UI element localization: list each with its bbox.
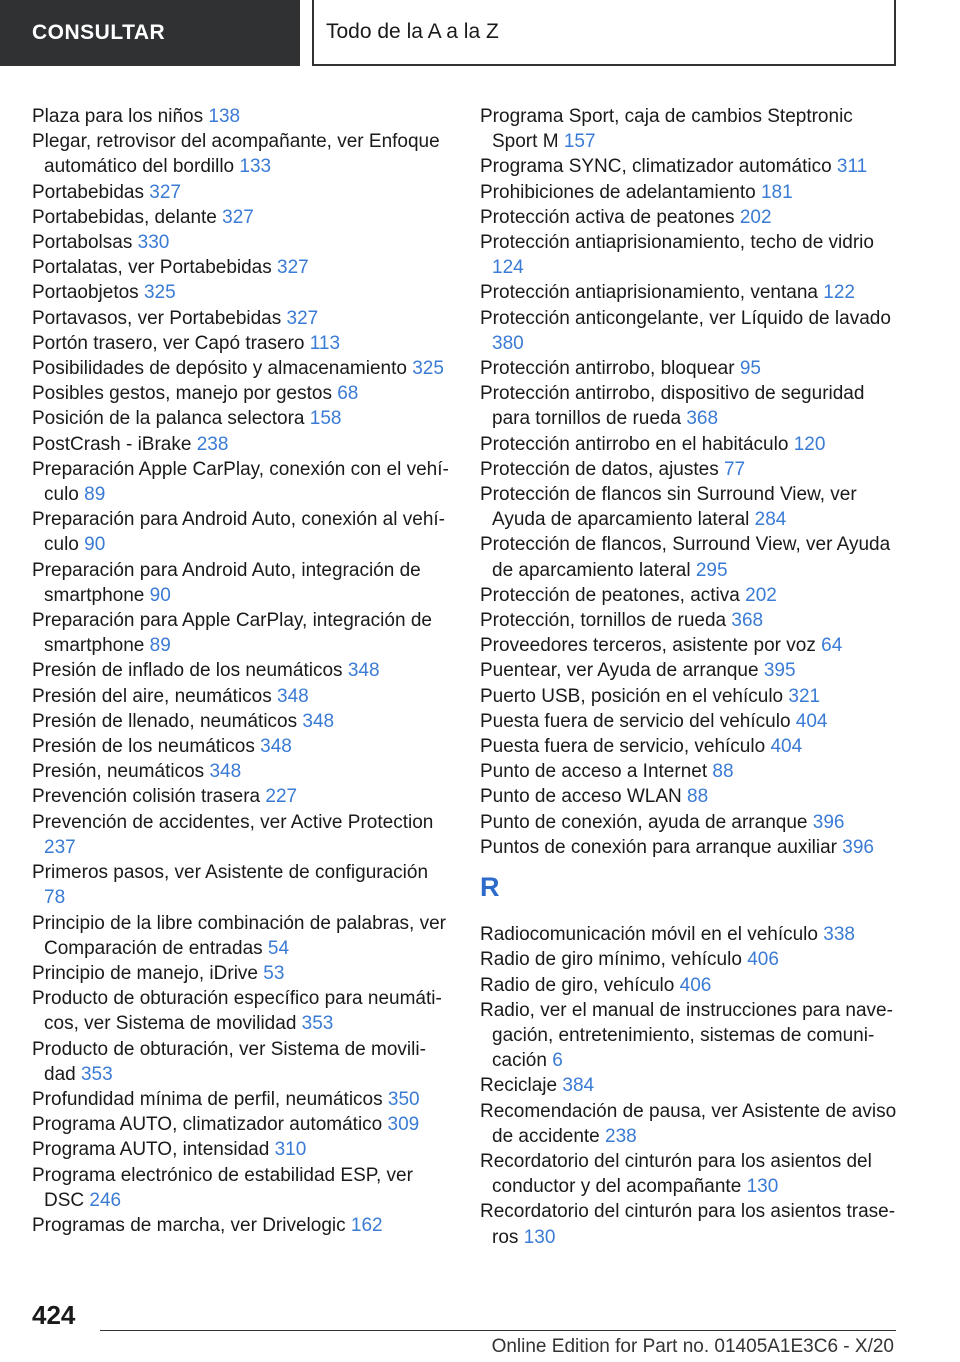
- index-column-left: [32, 104, 450, 1238]
- index-entry: [32, 180, 450, 205]
- entry-term: Punto de conexión, ayuda de arranque: [480, 811, 808, 833]
- entry-term: Radiocomunicación móvil en el vehículo: [480, 924, 818, 946]
- page-link[interactable]: 353: [80, 1063, 113, 1085]
- footer-divider: [100, 1330, 896, 1331]
- index-entry: [32, 331, 450, 356]
- index-entry: [480, 356, 900, 381]
- entry-term: Protección antirrobo en el habitáculo: [480, 433, 789, 455]
- index-entry: [480, 759, 900, 784]
- entry-term: Presión de inflado de los neumáticos: [32, 660, 343, 682]
- index-group-r: [480, 922, 900, 1250]
- page-link[interactable]: 53: [263, 962, 285, 984]
- page-link[interactable]: 120: [793, 433, 826, 455]
- page-link[interactable]: 404: [795, 710, 828, 732]
- page-link[interactable]: 353: [301, 1013, 334, 1035]
- index-entry: [32, 104, 450, 129]
- entry-term: Preparación para Android Auto, conexión al vehículo: [32, 509, 445, 556]
- entry-term: Radio, ver el manual de instrucciones para navegación, entretenimiento, sistemas de comunicación: [480, 999, 893, 1072]
- index-entry: [480, 154, 900, 179]
- index-entry: [480, 734, 900, 759]
- page-link[interactable]: 237: [44, 836, 76, 858]
- index-entry: [480, 633, 900, 658]
- index-entry: [32, 961, 450, 986]
- entry-term: Producto de obturación, ver Sistema de movilidad: [32, 1038, 426, 1085]
- entry-term: Preparación Apple CarPlay, conexión con el vehículo: [32, 458, 449, 506]
- page-link[interactable]: 309: [387, 1114, 420, 1136]
- entry-term: Preparación para Apple CarPlay, integración de smartphone: [32, 610, 432, 657]
- page-link[interactable]: 395: [763, 660, 796, 682]
- entry-term: Programa SYNC, climatizador automático: [480, 156, 832, 178]
- entry-term: Puntos de conexión para arranque auxiliar: [480, 836, 838, 858]
- page-link[interactable]: 368: [686, 408, 719, 430]
- index-entry: [32, 432, 450, 457]
- page-link[interactable]: 348: [302, 710, 335, 732]
- index-entry: [480, 432, 900, 457]
- index-entry: [480, 230, 900, 280]
- page-link[interactable]: 202: [745, 584, 777, 606]
- page-number: 424: [32, 1300, 76, 1330]
- entry-term: Portabolsas: [32, 232, 133, 254]
- index-entry: [480, 381, 900, 431]
- index-entry: [32, 406, 450, 431]
- entry-term: Programas de marcha, ver Drivelogic: [32, 1214, 346, 1236]
- page-link[interactable]: 284: [754, 509, 787, 531]
- index-entry: [32, 986, 450, 1036]
- index-entry: [480, 1199, 900, 1249]
- index-entry: [32, 306, 450, 331]
- index-entry: [32, 1087, 450, 1112]
- index-entry: [32, 810, 450, 860]
- page-link[interactable]: 133: [239, 156, 272, 178]
- entry-term: Puesta fuera de servicio del vehículo: [480, 710, 791, 732]
- entry-term: Portalatas, ver Portabebidas: [32, 257, 272, 279]
- entry-term: Prevención colisión trasera: [32, 786, 261, 808]
- page-link[interactable]: 396: [812, 811, 845, 833]
- entry-term: Punto de acceso a Internet: [480, 761, 708, 783]
- page-link[interactable]: 6: [552, 1050, 563, 1072]
- entry-term: Prohibiciones de adelantamiento: [480, 181, 756, 203]
- entry-term: Primeros pasos, ver Asistente de configuración: [32, 862, 429, 884]
- page-link[interactable]: 380: [492, 332, 524, 354]
- page-link[interactable]: 348: [209, 761, 242, 783]
- page-link[interactable]: 88: [687, 786, 709, 808]
- entry-term: Proveedores terceros, asistente por voz: [480, 635, 816, 657]
- entry-term: Principio de manejo, iDrive: [32, 962, 258, 984]
- page-link[interactable]: 295: [695, 559, 728, 581]
- entry-term: Puentear, ver Ayuda de arranque: [480, 660, 759, 682]
- index-entry: [480, 709, 900, 734]
- entry-term: Preparación para Android Auto, integración de smartphone: [32, 559, 421, 606]
- index-entry: [32, 784, 450, 809]
- entry-term: Portavasos, ver Portabebidas: [32, 307, 282, 329]
- page-link[interactable]: 68: [337, 383, 359, 405]
- index-entry: [480, 306, 900, 356]
- index-entry: [32, 230, 450, 255]
- index-column-right: [480, 104, 900, 1250]
- index-entry: [32, 658, 450, 683]
- page-link[interactable]: 311: [836, 156, 868, 178]
- page-link[interactable]: 77: [723, 458, 746, 480]
- page-link[interactable]: 113: [309, 332, 341, 354]
- index-entry: [480, 973, 900, 998]
- entry-term: Principio de la libre combinación de palabras, ver Comparación de entradas: [32, 912, 447, 959]
- entry-term: Protección de flancos sin Surround View, ver Ayuda de aparcamiento lateral: [480, 484, 857, 531]
- page-link[interactable]: 89: [84, 484, 106, 506]
- entry-term: Portabebidas, delante: [32, 206, 217, 228]
- entry-term: Puesta fuera de servicio, vehículo: [480, 736, 766, 758]
- index-entry: [480, 482, 900, 532]
- page-link[interactable]: 130: [523, 1226, 556, 1248]
- index-entry: [32, 608, 450, 658]
- index-entry: [32, 911, 450, 961]
- page-link[interactable]: 138: [208, 106, 241, 127]
- page-link[interactable]: 162: [350, 1214, 383, 1236]
- entry-term: Protección antirrobo, bloquear: [480, 358, 735, 380]
- page-link[interactable]: 227: [265, 786, 298, 808]
- index-entry: [480, 922, 900, 947]
- index-entry: [480, 583, 900, 608]
- page-link[interactable]: 325: [143, 282, 176, 304]
- page-link[interactable]: 321: [788, 685, 821, 707]
- entry-term: Punto de acceso WLAN: [480, 786, 682, 808]
- index-entry: [32, 1213, 450, 1238]
- entry-term: Presión, neumáticos: [32, 761, 205, 783]
- page-link[interactable]: 384: [562, 1075, 595, 1097]
- page-link[interactable]: 158: [309, 408, 342, 430]
- page-link[interactable]: 404: [770, 736, 803, 758]
- page-link[interactable]: 327: [277, 257, 309, 279]
- index-entry: [32, 1112, 450, 1137]
- page-link[interactable]: 157: [563, 131, 596, 153]
- entry-term: Plegar, retrovisor del acompañante, ver Enfoque automático del bordillo: [32, 131, 440, 178]
- index-entry: [32, 205, 450, 230]
- entry-term: Portón trasero, ver Capó trasero: [32, 332, 305, 354]
- page-link[interactable]: 348: [260, 736, 292, 758]
- section-tab[interactable]: CONSULTAR: [0, 0, 300, 66]
- entry-term: Puerto USB, posición en el vehículo: [480, 685, 784, 707]
- index-entry: [480, 947, 900, 972]
- page-link[interactable]: 406: [679, 974, 712, 996]
- page-link[interactable]: 95: [739, 358, 761, 380]
- entry-term: Radio de giro mínimo, vehículo: [480, 949, 742, 971]
- page-link[interactable]: 327: [149, 181, 181, 203]
- index-entry: [32, 759, 450, 784]
- page-link[interactable]: 90: [149, 584, 171, 606]
- page-link[interactable]: 238: [196, 433, 229, 455]
- index-entry: [32, 1037, 450, 1087]
- index-entry: [480, 457, 900, 482]
- index-entry: [480, 784, 900, 809]
- entry-term: Protección de peatones, activa: [480, 584, 740, 606]
- entry-term: Protección antirrobo, dispositivo de seguridad para tornillos de rueda: [480, 383, 865, 430]
- page-link[interactable]: 64: [821, 635, 843, 657]
- index-entry: [480, 205, 900, 230]
- page-link[interactable]: 122: [823, 282, 855, 304]
- entry-term: Protección activa de peatones: [480, 206, 735, 228]
- page-link[interactable]: 89: [149, 635, 171, 657]
- index-entry: [32, 129, 450, 179]
- index-entry: [32, 558, 450, 608]
- page-link[interactable]: 348: [347, 660, 380, 682]
- page-link[interactable]: 130: [746, 1176, 779, 1198]
- index-entry: [480, 810, 900, 835]
- entry-term: Protección de datos, ajustes: [480, 458, 719, 480]
- entry-term: Prevención de accidentes, ver Active Protection: [32, 811, 434, 833]
- index-entry: [480, 684, 900, 709]
- page-link[interactable]: 88: [712, 761, 734, 783]
- index-entry: [32, 381, 450, 406]
- entry-term: Plaza para los niños: [32, 106, 204, 127]
- page-link[interactable]: 90: [84, 534, 106, 556]
- entry-term: Posibilidades de depósito y almacenamiento: [32, 358, 407, 380]
- index-entry: [480, 104, 900, 154]
- entry-term: Programa AUTO, intensidad: [32, 1139, 270, 1161]
- page-link[interactable]: 310: [274, 1139, 307, 1161]
- entry-term: Recordatorio del cinturón para los asientos traseros: [480, 1201, 896, 1248]
- entry-term: Protección de flancos, Surround View, ver Ayuda de aparcamiento lateral: [480, 534, 891, 581]
- entry-term: Protección antiaprisionamiento, techo de vidrio: [480, 232, 874, 254]
- index-entry: [32, 280, 450, 305]
- page-link[interactable]: 338: [823, 924, 855, 946]
- page-link[interactable]: 350: [387, 1088, 420, 1110]
- index-entry: [480, 835, 900, 860]
- entry-term: Programa Sport, caja de cambios Steptronic Sport M: [480, 106, 853, 153]
- page-link[interactable]: 327: [222, 206, 254, 228]
- index-entry: [480, 998, 900, 1074]
- index-entry: [32, 1137, 450, 1162]
- entry-term: Reciclaje: [480, 1075, 558, 1097]
- entry-term: Programa electrónico de estabilidad ESP, ver DSC: [32, 1164, 413, 1211]
- page-link[interactable]: 78: [44, 887, 66, 909]
- entry-term: Producto de obturación específico para neumáticos, ver Sistema de movilidad: [32, 988, 442, 1035]
- footer-edition: Online Edition for Part no. 01405A1E3C6 - X/20: [491, 1336, 894, 1357]
- index-entry: [480, 180, 900, 205]
- entry-term: Protección, tornillos de rueda: [480, 610, 727, 632]
- entry-term: Portaobjetos: [32, 282, 139, 304]
- entry-term: PostCrash - iBrake: [32, 433, 192, 455]
- index-entry: [32, 457, 450, 507]
- index-entry: [32, 356, 450, 381]
- entry-term: Recordatorio del cinturón para los asientos del conductor y del acompañante: [480, 1150, 872, 1198]
- page-header: [0, 0, 960, 66]
- entry-term: Presión de los neumáticos: [32, 736, 255, 758]
- index-entry: [32, 1163, 450, 1213]
- entry-term: Protección anticongelante, ver Líquido de lavado: [480, 307, 891, 329]
- section-letter: R: [480, 872, 500, 903]
- page-link[interactable]: 330: [137, 232, 170, 254]
- index-entry: [480, 1099, 900, 1149]
- entry-term: Programa AUTO, climatizador automático: [32, 1114, 383, 1136]
- index-entry: [480, 1149, 900, 1199]
- entry-term: Protección antiaprisionamiento, ventana: [480, 282, 818, 304]
- index-entry: [480, 608, 900, 633]
- index-entry: [32, 255, 450, 280]
- page-link[interactable]: 246: [89, 1189, 122, 1211]
- index-entry: [480, 658, 900, 683]
- page-link[interactable]: 325: [412, 358, 444, 380]
- entry-term: Recomendación de pausa, ver Asistente de aviso de accidente: [480, 1100, 897, 1147]
- index-entry: [32, 684, 450, 709]
- page-link[interactable]: 181: [760, 181, 793, 203]
- entry-term: Posibles gestos, manejo por gestos: [32, 383, 332, 405]
- page-link[interactable]: 348: [277, 685, 309, 707]
- entry-term: Profundidad mínima de perfil, neumáticos: [32, 1088, 383, 1110]
- page-link[interactable]: 327: [286, 307, 319, 329]
- page-link[interactable]: 54: [267, 937, 290, 959]
- entry-term: Portabebidas: [32, 181, 144, 203]
- index-entry: [480, 1073, 900, 1098]
- page-link[interactable]: 238: [605, 1125, 637, 1147]
- entry-term: Presión de llenado, neumáticos: [32, 710, 298, 732]
- page-link[interactable]: 368: [731, 610, 764, 632]
- page-link[interactable]: 406: [747, 949, 779, 971]
- entry-term: Presión del aire, neumáticos: [32, 685, 272, 707]
- index-entry: [480, 280, 900, 305]
- index-group-p: [480, 104, 900, 860]
- index-entry: [480, 532, 900, 582]
- page-link[interactable]: 396: [842, 836, 874, 858]
- entry-term: Radio de giro, vehículo: [480, 974, 675, 996]
- entry-term: Posición de la palanca selectora: [32, 408, 305, 430]
- index-entry: [32, 709, 450, 734]
- index-entry: [32, 507, 450, 557]
- page-link[interactable]: 124: [492, 257, 524, 279]
- page-link[interactable]: 202: [739, 206, 772, 228]
- index-entry: [32, 860, 450, 910]
- chapter-title: Todo de la A a la Z: [312, 0, 896, 66]
- index-entry: [32, 734, 450, 759]
